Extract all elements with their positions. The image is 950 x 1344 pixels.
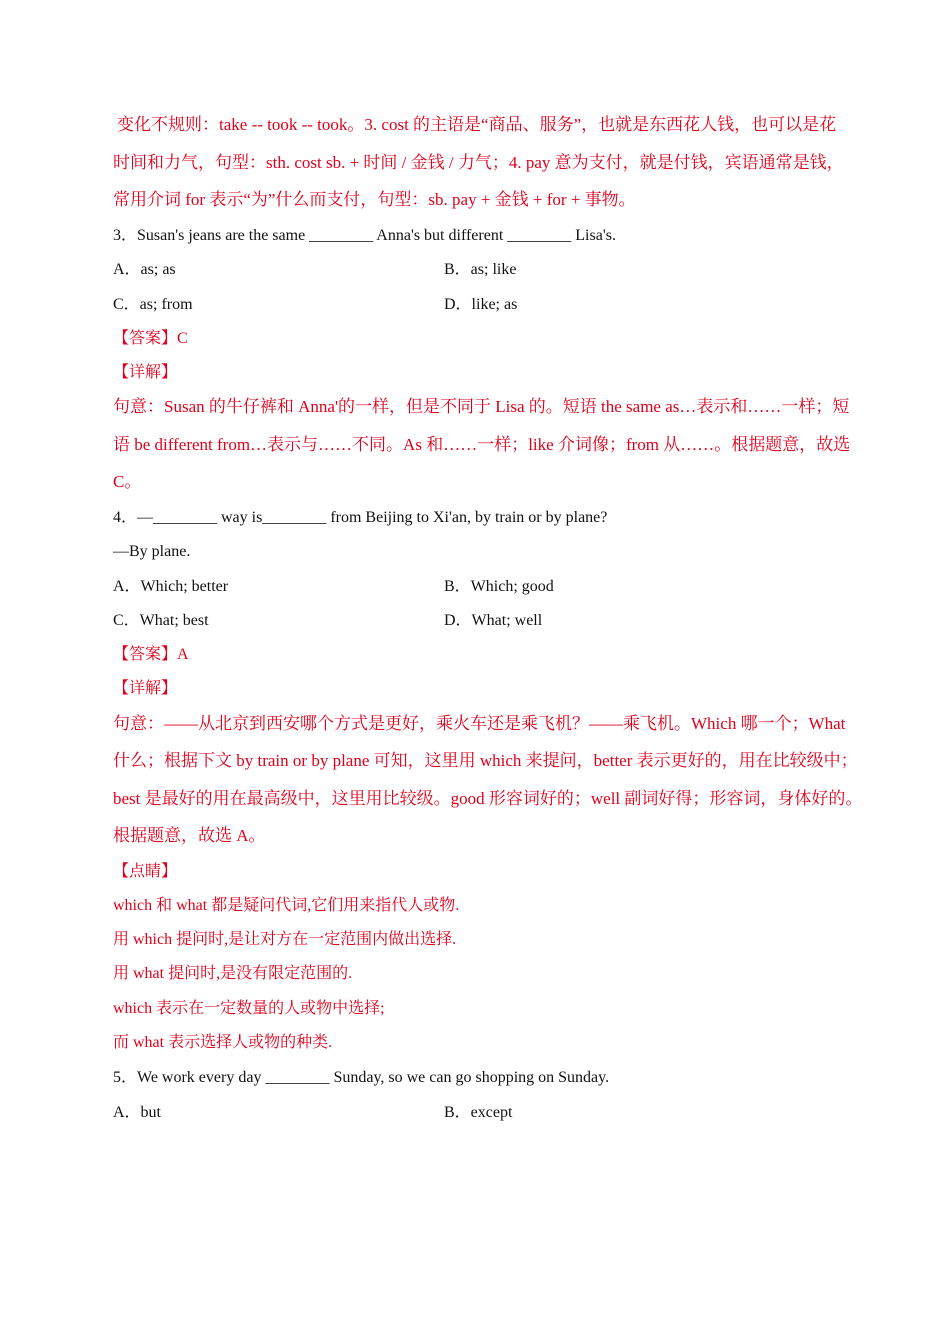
q5-option-a: A．but — [113, 1104, 162, 1121]
q3-detail-label: 【详解】 — [113, 364, 178, 381]
q4-tip-line-1: which 和 what 都是疑问代词,它们用来指代人或物. — [113, 897, 460, 914]
q4-detail-line-1: 句意：——从北京到西安哪个方式是更好，乘火车还是乘飞机？——乘飞机。Which 哪一个；What — [113, 714, 846, 733]
q4-answer: 【答案】A — [113, 646, 189, 663]
q3-option-c: C．as; from — [113, 296, 193, 313]
q5-stem: 5．We work every day ________ Sunday, so we can go shopping on Sunday. — [113, 1069, 610, 1086]
q4-reply: —By plane. — [113, 543, 191, 560]
q4-detail-line-3: best 是最好的用在最高级中，这里用比较级。good 形容词好的；well 副词好得；形容词，身体好的。 — [113, 789, 863, 808]
q4-tip-line-5: 而 what 表示选择人或物的种类. — [113, 1034, 333, 1051]
continuation-line-3: 常用介词 for 表示“为”什么而支付，句型：sb. pay + 金钱 + for + 事物。 — [113, 190, 636, 209]
q4-stem: 4．—________ way is________ from Beijing to Xi'an, by train or by plane? — [113, 509, 608, 526]
q4-option-d: D．What; well — [444, 612, 543, 629]
q3-answer: 【答案】C — [113, 330, 188, 347]
continuation-line-1: 变化不规则：take -- took -- took。3. cost 的主语是“商品、服务”，也就是东西花人钱，也可以是花 — [117, 115, 837, 134]
q3-stem: 3．Susan's jeans are the same ________ Anna's but different ________ Lisa's. — [113, 227, 616, 244]
q4-detail-label: 【详解】 — [113, 680, 178, 697]
q4-tip-label: 【点睛】 — [113, 863, 178, 880]
q3-detail-line-3: C。 — [113, 472, 142, 491]
q4-tip-line-4: which 表示在一定数量的人或物中选择; — [113, 1000, 385, 1017]
q3-detail-line-2: 语 be different from…表示与……不同。As 和……一样；like 介词像；from 从……。根据题意，故选 — [113, 435, 851, 454]
q4-tip-line-2: 用 which 提问时,是让对方在一定范围内做出选择. — [113, 931, 457, 948]
q4-option-c: C．What; best — [113, 612, 209, 629]
q3-detail-line-1: 句意：Susan 的牛仔裤和 Anna'的一样，但是不同于 Lisa 的。短语 the same as…表示和……一样；短 — [113, 397, 850, 416]
q4-option-a: A．Which; better — [113, 578, 229, 595]
continuation-line-2: 时间和力气，句型：sth. cost sb. + 时间 / 金钱 / 力气；4. pay 意为支付，就是付钱，宾语通常是钱， — [113, 153, 844, 172]
q3-option-d: D．like; as — [444, 296, 518, 313]
q3-option-a: A．as; as — [113, 261, 176, 278]
q4-option-b: B．Which; good — [444, 578, 554, 595]
q3-option-b: B．as; like — [444, 261, 517, 278]
q4-detail-line-4: 根据题意，故选 A。 — [113, 826, 266, 845]
q4-detail-line-2: 什么；根据下文 by train or by plane 可知，这里用 which 来提问，better 表示更好的，用在比较级中； — [113, 751, 858, 770]
q5-option-b: B．except — [444, 1104, 513, 1121]
q4-tip-line-3: 用 what 提问时,是没有限定范围的. — [113, 965, 353, 982]
